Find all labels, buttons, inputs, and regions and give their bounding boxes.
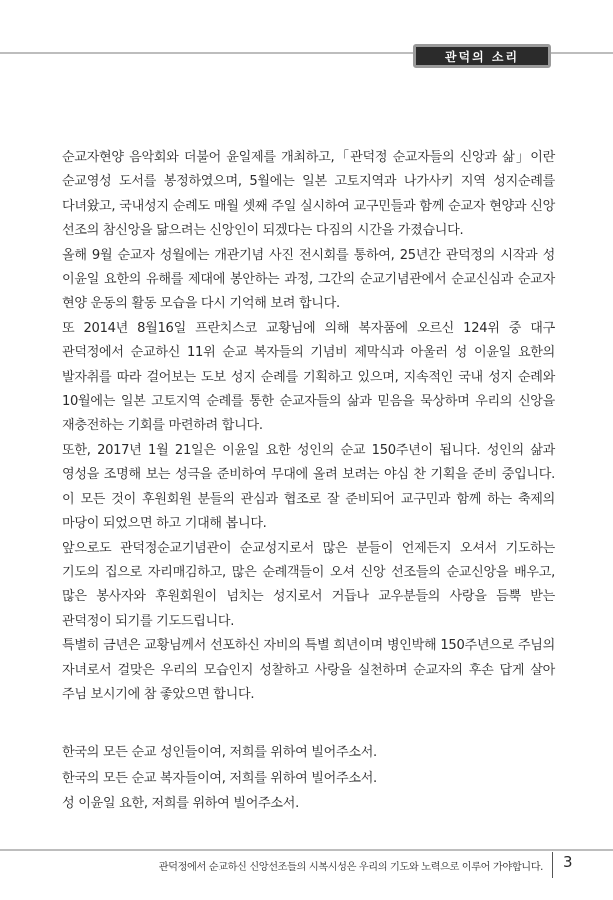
paragraph-4: 또한, 2017년 1월 21일은 이윤일 요한 성인의 순교 150주년이 됩니다. 성인의 삶과 영성을 조명해 보는 성극을 준비하여 무대에 올려 보려는 야심 찬 기획을 준비 중입니다. 이 모든 것이 후원회원 분들의 관심과 협조로 잘 준비되어 교구민과 함께 하는 축제의 마당이 되었으면 하고 기대해 봅니다.	[62, 442, 555, 532]
prayer-litany	[62, 740, 555, 817]
section-header-tab	[413, 44, 551, 68]
footer-rule	[0, 849, 613, 851]
paragraph-3: 또 2014년 8월16일 프란치스코 교황님에 의해 복자품에 오르신 124위 중 대구 관덕정에서 순교하신 11위 순교 복자들의 기념비 제막식과 아울러 성 이윤일 요한의 발자취를 따라 걸어보는 도보 성지 순례를 기획하고 있으며, 지속적인 국내 성지 순례와 10월에는 일본 고토지역 순례를 통한 순교자들의 삶과 믿음을 묵상하며 우리의 신앙을 재충전하는 기회를 마련하려 합니다.	[62, 320, 555, 434]
paragraph-5: 앞으로도 관덕정순교기념관이 순교성지로서 많은 분들이 언제든지 오셔서 기도하는 기도의 집으로 자리매김하고, 많은 순례객들이 오셔 신앙 선조들의 순교신앙을 배우고, 많은 봉사자와 후원회원이 넘치는 성지로서 거듭나 교우분들의 사랑을 듬뿍 받는 관덕정이 되기를 기도드립니다.	[62, 540, 555, 629]
paragraph-6: 특별히 금년은 교황님께서 선포하신 자비의 특별 희년이며 병인박해 150주년으로 주님의 자녀로서 걸맞은 우리의 모습인지 성찰하고 사랑을 실천하며 순교자의 후손 답게 살아 주님 보시기에 참 좋았으면 합니다.	[62, 638, 555, 702]
paragraph-1: 순교자현양 음악회와 더불어 윤일제를 개최하고,「관덕정 순교자들의 신앙과 삶」이란 순교영성 도서를 봉정하였으며, 5월에는 일본 고토지역과 나가사키 지역 성지순례를 다녀왔고, 국내성지 순례도 매월 셋째 주일 실시하여 교구민들과 함께 순교자 현양과 신앙 선조의 참신앙을 닮으려는 신앙인이 되겠다는 다짐의 시간을 가졌습니다.	[62, 150, 555, 239]
prayer-line-2: 한국의 모든 순교 복자들이여, 저희를 위하여 빌어주소서.	[62, 770, 377, 786]
paragraph-2: 올해 9월 순교자 성월에는 개관기념 사진 전시회를 통하여, 25년간 관덕정의 시작과 성 이윤일 요한의 유해를 제대에 봉안하는 과정, 그간의 순교기념관에서 순교신심과 순교자 현양 운동의 활동 모습을 다시 기억해 보려 합니다.	[62, 247, 555, 312]
section-title: 관덕의 소리	[444, 49, 520, 64]
footer-separator	[552, 852, 553, 878]
prayer-line-1: 한국의 모든 순교 성인들이여, 저희를 위하여 빌어주소서.	[62, 745, 377, 760]
footer-tagline: 관덕정에서 순교하신 신앙선조들의 시복시성은 우리의 기도와 노력으로 이루어 가야합니다.	[158, 862, 543, 873]
page-number: 3	[563, 853, 573, 871]
prayer-line-3: 성 이윤일 요한, 저희를 위하여 빌어주소서.	[62, 796, 299, 811]
article-body	[62, 146, 555, 707]
